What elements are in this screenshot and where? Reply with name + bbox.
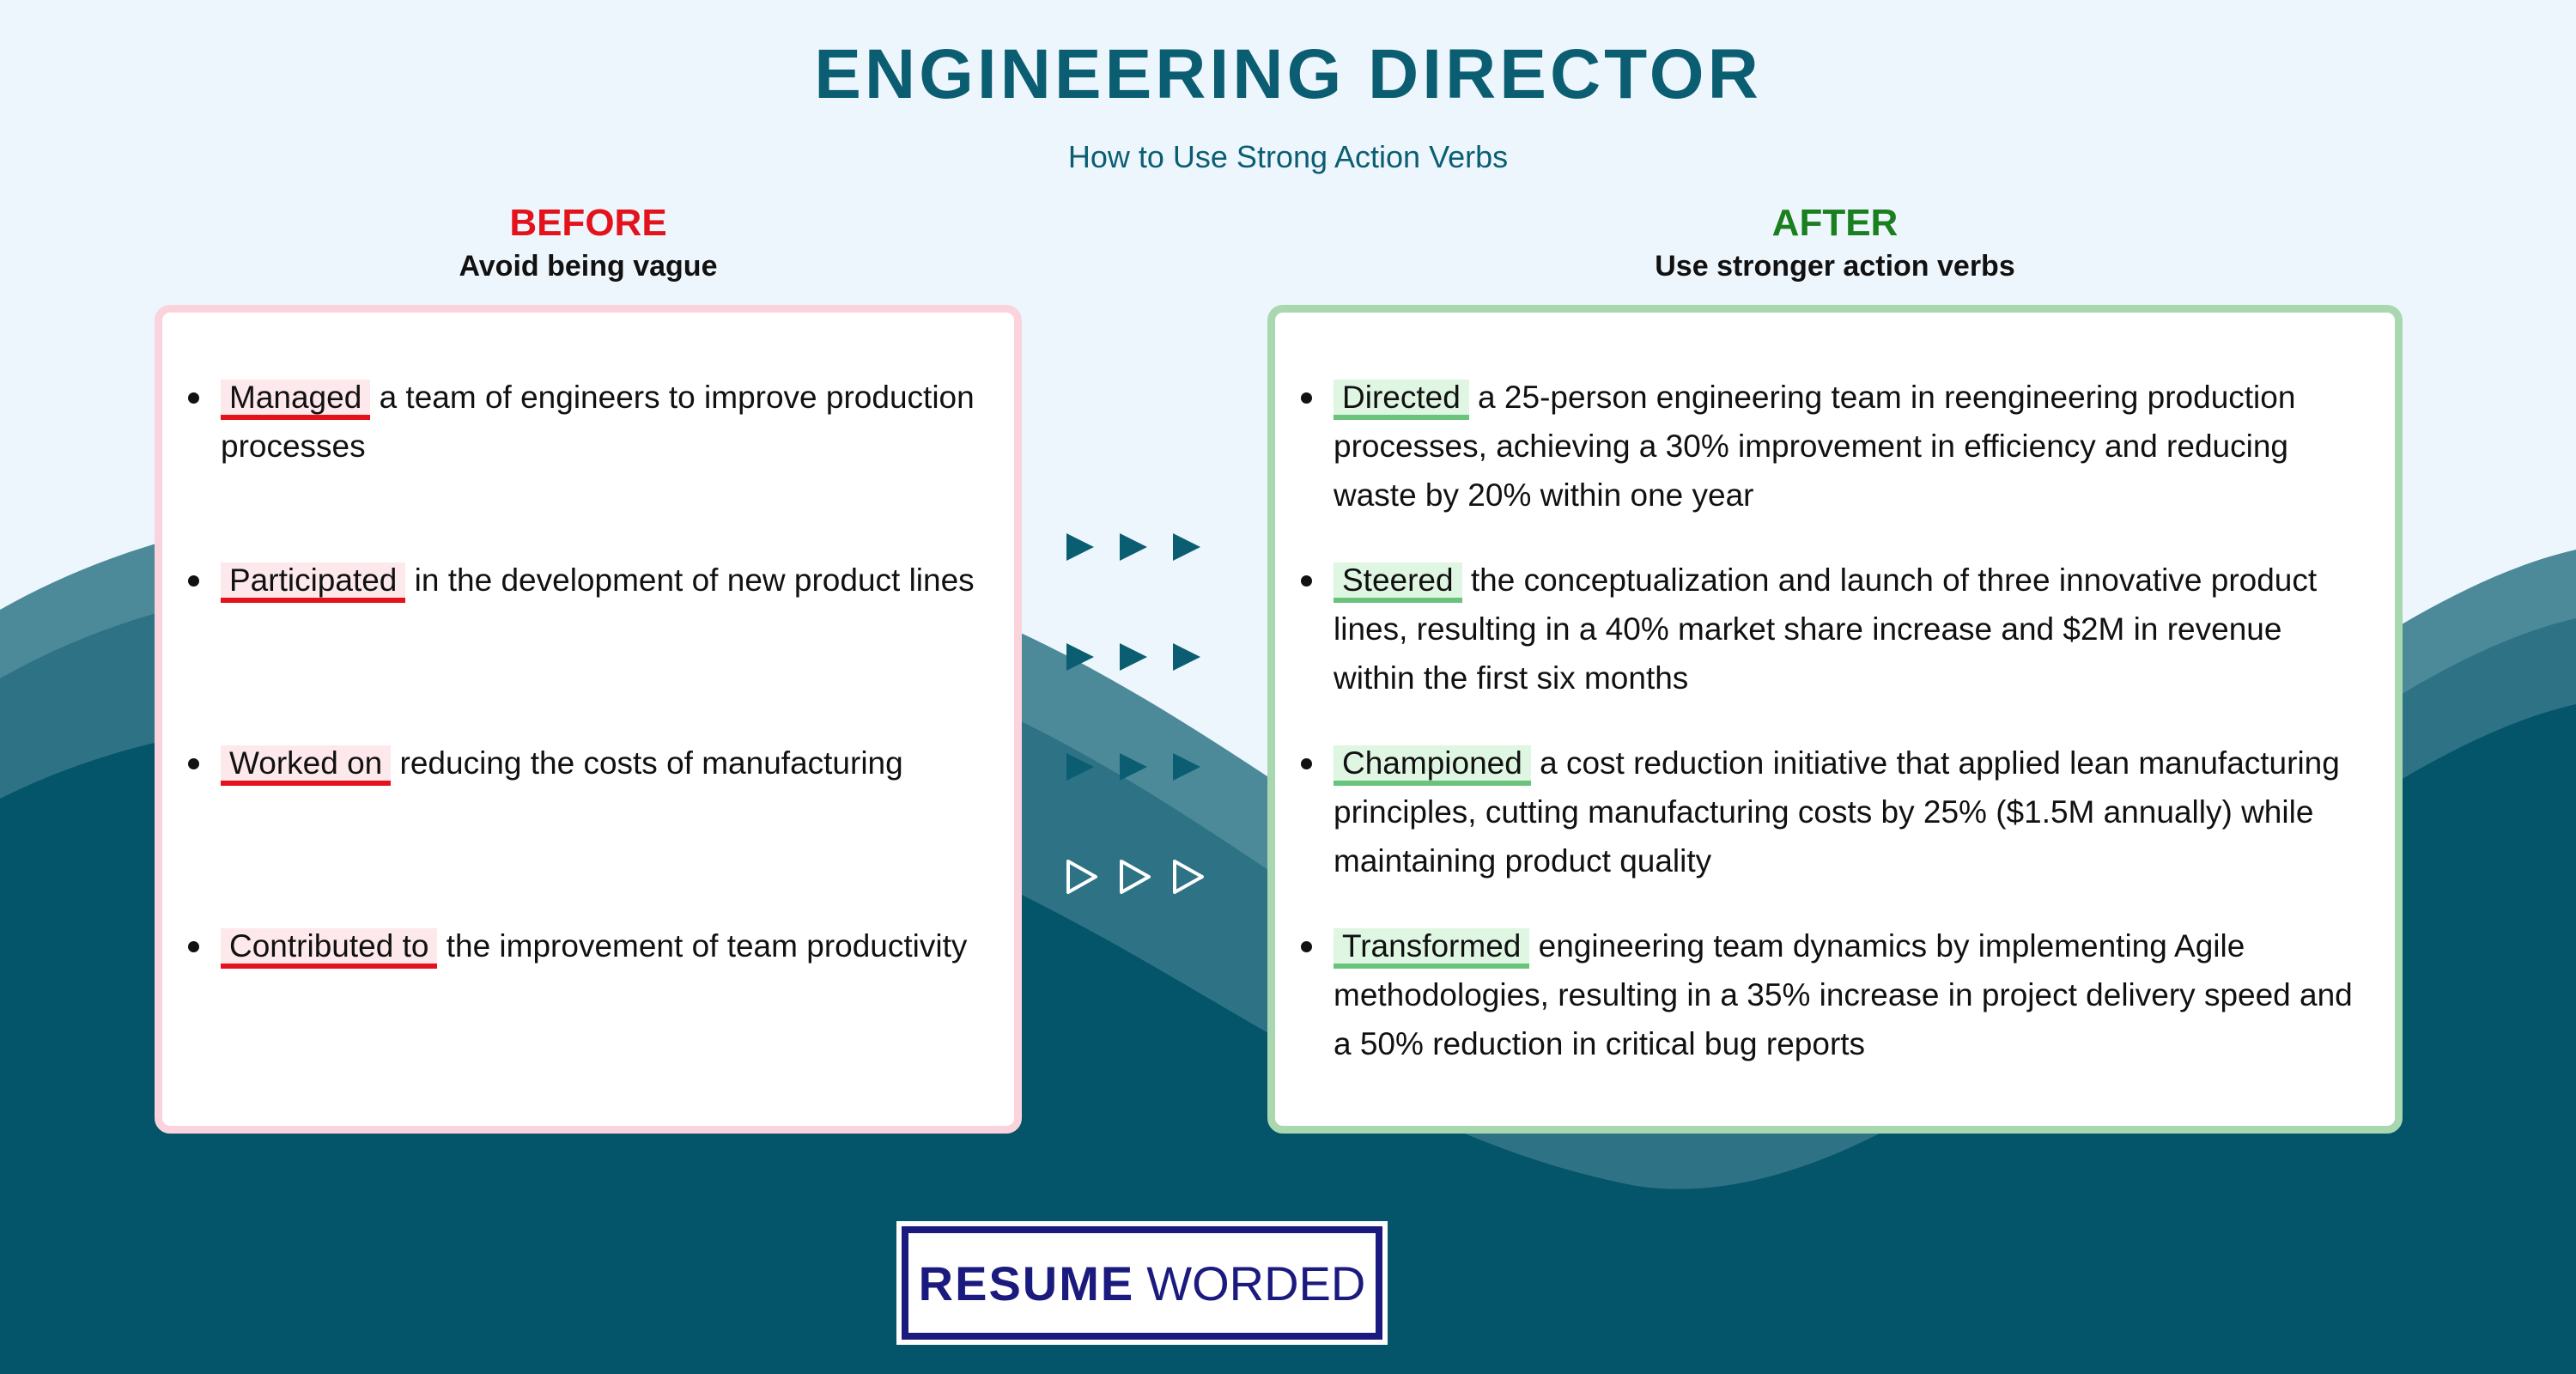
before-item — [221, 739, 976, 787]
after-item — [1334, 739, 2355, 885]
before-header — [155, 199, 1022, 285]
item-text: the conceptualization and launch of three innovative product lines, resulting in a 40% market share increase and $2M in revenue within the first six months — [1334, 562, 2318, 696]
after-item — [1334, 556, 2355, 702]
bullet-icon — [1301, 941, 1312, 952]
page-title: ENGINEERING DIRECTOR — [814, 35, 1762, 113]
before-item — [221, 556, 976, 605]
bullet-icon — [188, 941, 199, 952]
triple-arrow-outline-icon — [1063, 851, 1209, 903]
item-text: a 25-person engineering team in reengineering production processes, achieving a 30% improvement in efficiency and reducing waste by 20% within one year — [1334, 380, 2296, 513]
before-sublabel: Avoid being vague — [459, 250, 718, 283]
after-label: AFTER — [1771, 202, 1899, 244]
triple-arrow-icon — [1063, 741, 1209, 793]
bullet-icon — [1301, 392, 1312, 404]
before-item — [221, 373, 976, 471]
after-item — [1334, 373, 2355, 520]
before-card — [155, 305, 1022, 1134]
after-item — [1334, 921, 2355, 1068]
triple-arrow-icon — [1063, 631, 1209, 683]
triple-arrow-icon — [1063, 521, 1209, 573]
strong-verb: Steered — [1334, 562, 1462, 603]
bullet-icon — [188, 575, 199, 587]
item-text: reducing the costs of manufacturing — [391, 745, 903, 781]
weak-verb: Participated — [221, 562, 405, 603]
after-sublabel: Use stronger action verbs — [1655, 250, 2015, 283]
strong-verb: Transformed — [1334, 928, 1529, 969]
bullet-icon — [1301, 758, 1312, 769]
logo-bold-text: RESUME — [918, 1255, 1135, 1310]
before-item — [221, 921, 976, 970]
item-text: the improvement of team productivity — [437, 928, 968, 964]
resume-worded-logo[interactable] — [902, 1226, 1382, 1340]
after-card — [1267, 305, 2403, 1134]
bullet-icon — [188, 392, 199, 404]
logo-light-text: WORDED — [1146, 1255, 1366, 1310]
item-text: a team of engineers to improve production processes — [221, 380, 975, 464]
page-subtitle: How to Use Strong Action Verbs — [1067, 139, 1509, 174]
weak-verb: Contributed to — [221, 928, 437, 969]
before-label: BEFORE — [509, 202, 667, 244]
after-header — [1267, 199, 2403, 285]
item-text: engineering team dynamics by implementing Agile methodologies, resulting in a 35% increase in project delivery speed and a 50% reduction in critical bug reports — [1334, 928, 2353, 1061]
bullet-icon — [1301, 575, 1312, 587]
weak-verb: Managed — [221, 380, 370, 420]
strong-verb: Directed — [1334, 380, 1469, 420]
weak-verb: Worked on — [221, 745, 391, 786]
item-text: in the development of new product lines — [405, 562, 975, 598]
bullet-icon — [188, 758, 199, 769]
strong-verb: Championed — [1334, 745, 1531, 786]
item-text: a cost reduction initiative that applied lean manufacturing principles, cutting manufacturing costs by 25% ($1.5M annually) while maintaining product quality — [1334, 745, 2340, 879]
